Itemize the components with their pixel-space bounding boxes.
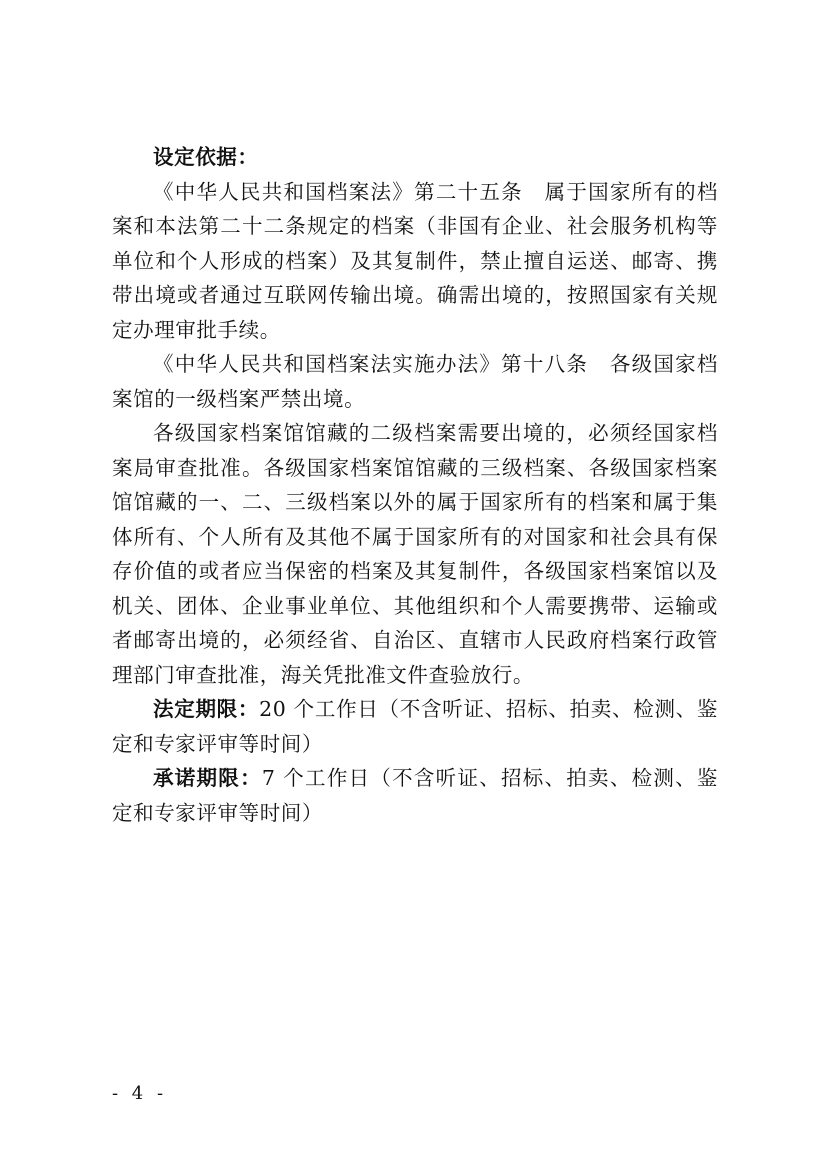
promised-period-text: 7 个工作日（不含听证、招标、拍卖、检测、鉴定和专家评审等时间） <box>112 766 719 825</box>
statutory-period <box>112 692 718 761</box>
promised-period <box>112 761 718 830</box>
statutory-period-label: 法定期限： <box>153 697 260 721</box>
basis-paragraph-implementation-measures: 《中华人民共和国档案法实施办法》第十八条 各级国家档案馆的一级档案严禁出境。 <box>112 352 718 411</box>
document-body <box>112 140 718 830</box>
basis-paragraph-archives-law: 《中华人民共和国档案法》第二十五条 属于国家所有的档案和本法第二十二条规定的档案（非国有企业、社会服务机构等单位和个人形成的档案）及其复制件，禁止擅自运送、邮寄、携带出境或者通过互联网传输出境。确需出境的，按照国家有关规定办理审批手续。 <box>112 179 718 342</box>
basis-heading: 设定依据： <box>153 145 259 169</box>
basis-paragraph-approval-rules: 各级国家档案馆馆藏的二级档案需要出境的，必须经国家档案局审查批准。各级国家档案馆馆藏的三级档案、各级国家档案馆馆藏的一、二、三级档案以外的属于国家所有的档案和属于集体所有、个人所有及其他不属于国家所有的对国家和社会具有保存价值的或者应当保密的档案及其复制件，各级国家档案馆以及机关、团体、企业事业单位、其他组织和个人需要携带、运输或者邮寄出境的，必须经省、自治区、直辖市人民政府档案行政管理部门审查批准，海关凭批准文件查验放行。 <box>112 421 718 687</box>
promised-period-label: 承诺期限： <box>153 766 262 790</box>
statutory-period-text: 20 个工作日（不含听证、招标、拍卖、检测、鉴定和专家评审等时间） <box>112 697 719 756</box>
page-number: - 4 - <box>112 1083 168 1104</box>
